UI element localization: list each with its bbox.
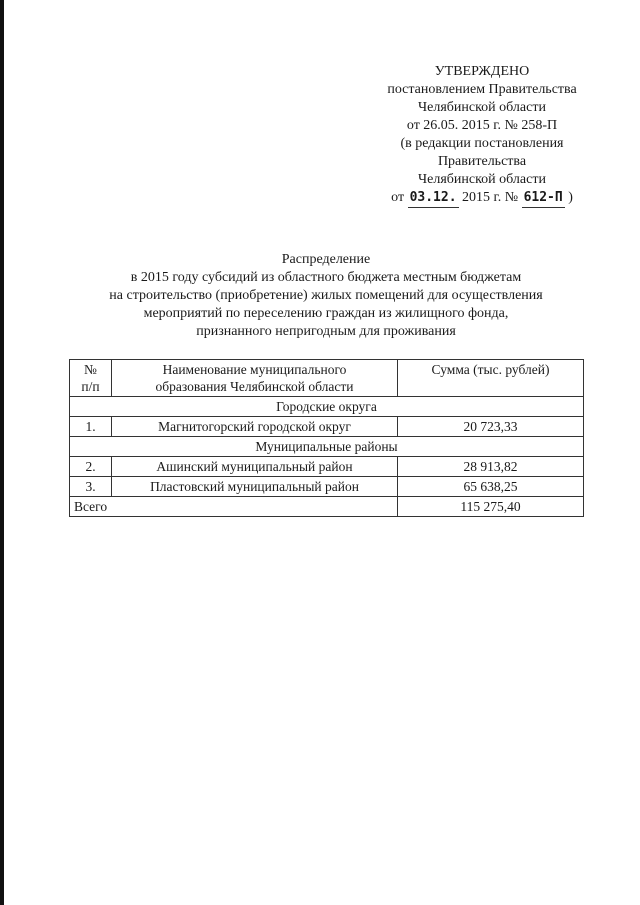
table-row bbox=[70, 457, 584, 477]
header-municipality-line1: Наименование муниципального bbox=[162, 362, 347, 377]
header-municipality-line2: образования Челябинской области bbox=[155, 379, 354, 394]
scan-edge bbox=[0, 0, 4, 905]
header-number-line1: № bbox=[84, 362, 97, 377]
revision-number: 612-П bbox=[522, 189, 565, 208]
header-municipality bbox=[112, 360, 398, 397]
approval-line: Челябинской области bbox=[418, 100, 546, 115]
row-municipality: Ашинский муниципальный район bbox=[112, 457, 398, 477]
revision-prefix: от bbox=[391, 190, 405, 205]
section-label: Муниципальные районы bbox=[70, 437, 584, 457]
total-sum: 115 275,40 bbox=[398, 497, 584, 517]
heading-line: признанного непригодным для проживания bbox=[196, 324, 456, 339]
row-number: 1. bbox=[70, 417, 112, 437]
approval-line: постановлением Правительства bbox=[387, 82, 577, 97]
section-row bbox=[70, 397, 584, 417]
approval-title: УТВЕРЖДЕНО bbox=[434, 64, 530, 79]
section-label: Городские округа bbox=[70, 397, 584, 417]
header-number bbox=[70, 360, 112, 397]
section-row bbox=[70, 437, 584, 457]
subsidy-table bbox=[69, 359, 584, 517]
row-municipality: Пластовский муниципальный район bbox=[112, 477, 398, 497]
heading-title: Распределение bbox=[281, 252, 371, 267]
heading-line: мероприятий по переселению граждан из жилищного фонда, bbox=[143, 306, 509, 321]
approval-line: (в редакции постановления bbox=[400, 136, 564, 151]
row-sum: 65 638,25 bbox=[398, 477, 584, 497]
revision-date: 03.12. bbox=[408, 189, 459, 208]
row-number: 3. bbox=[70, 477, 112, 497]
approval-line: Челябинской области bbox=[418, 172, 546, 187]
table-header-row bbox=[70, 360, 584, 397]
row-sum: 20 723,33 bbox=[398, 417, 584, 437]
header-number-line2: п/п bbox=[81, 379, 100, 394]
row-municipality: Магнитогорский городской округ bbox=[112, 417, 398, 437]
approval-line: от 26.05. 2015 г. № 258-П bbox=[406, 118, 558, 133]
approval-revision-line bbox=[362, 189, 602, 208]
heading-line: в 2015 году субсидий из областного бюджета местным бюджетам bbox=[130, 270, 522, 285]
approval-line: Правительства bbox=[437, 154, 527, 169]
header-sum: Сумма (тыс. рублей) bbox=[398, 360, 584, 397]
heading-line: на строительство (приобретение) жилых помещений для осуществления bbox=[109, 288, 543, 303]
document-heading bbox=[70, 251, 582, 341]
table-row bbox=[70, 477, 584, 497]
row-number: 2. bbox=[70, 457, 112, 477]
table-row bbox=[70, 417, 584, 437]
total-row bbox=[70, 497, 584, 517]
revision-suffix: ) bbox=[568, 190, 573, 205]
total-label: Всего bbox=[70, 497, 398, 517]
approval-stamp bbox=[362, 63, 602, 208]
row-sum: 28 913,82 bbox=[398, 457, 584, 477]
revision-mid: 2015 г. № bbox=[462, 190, 519, 205]
